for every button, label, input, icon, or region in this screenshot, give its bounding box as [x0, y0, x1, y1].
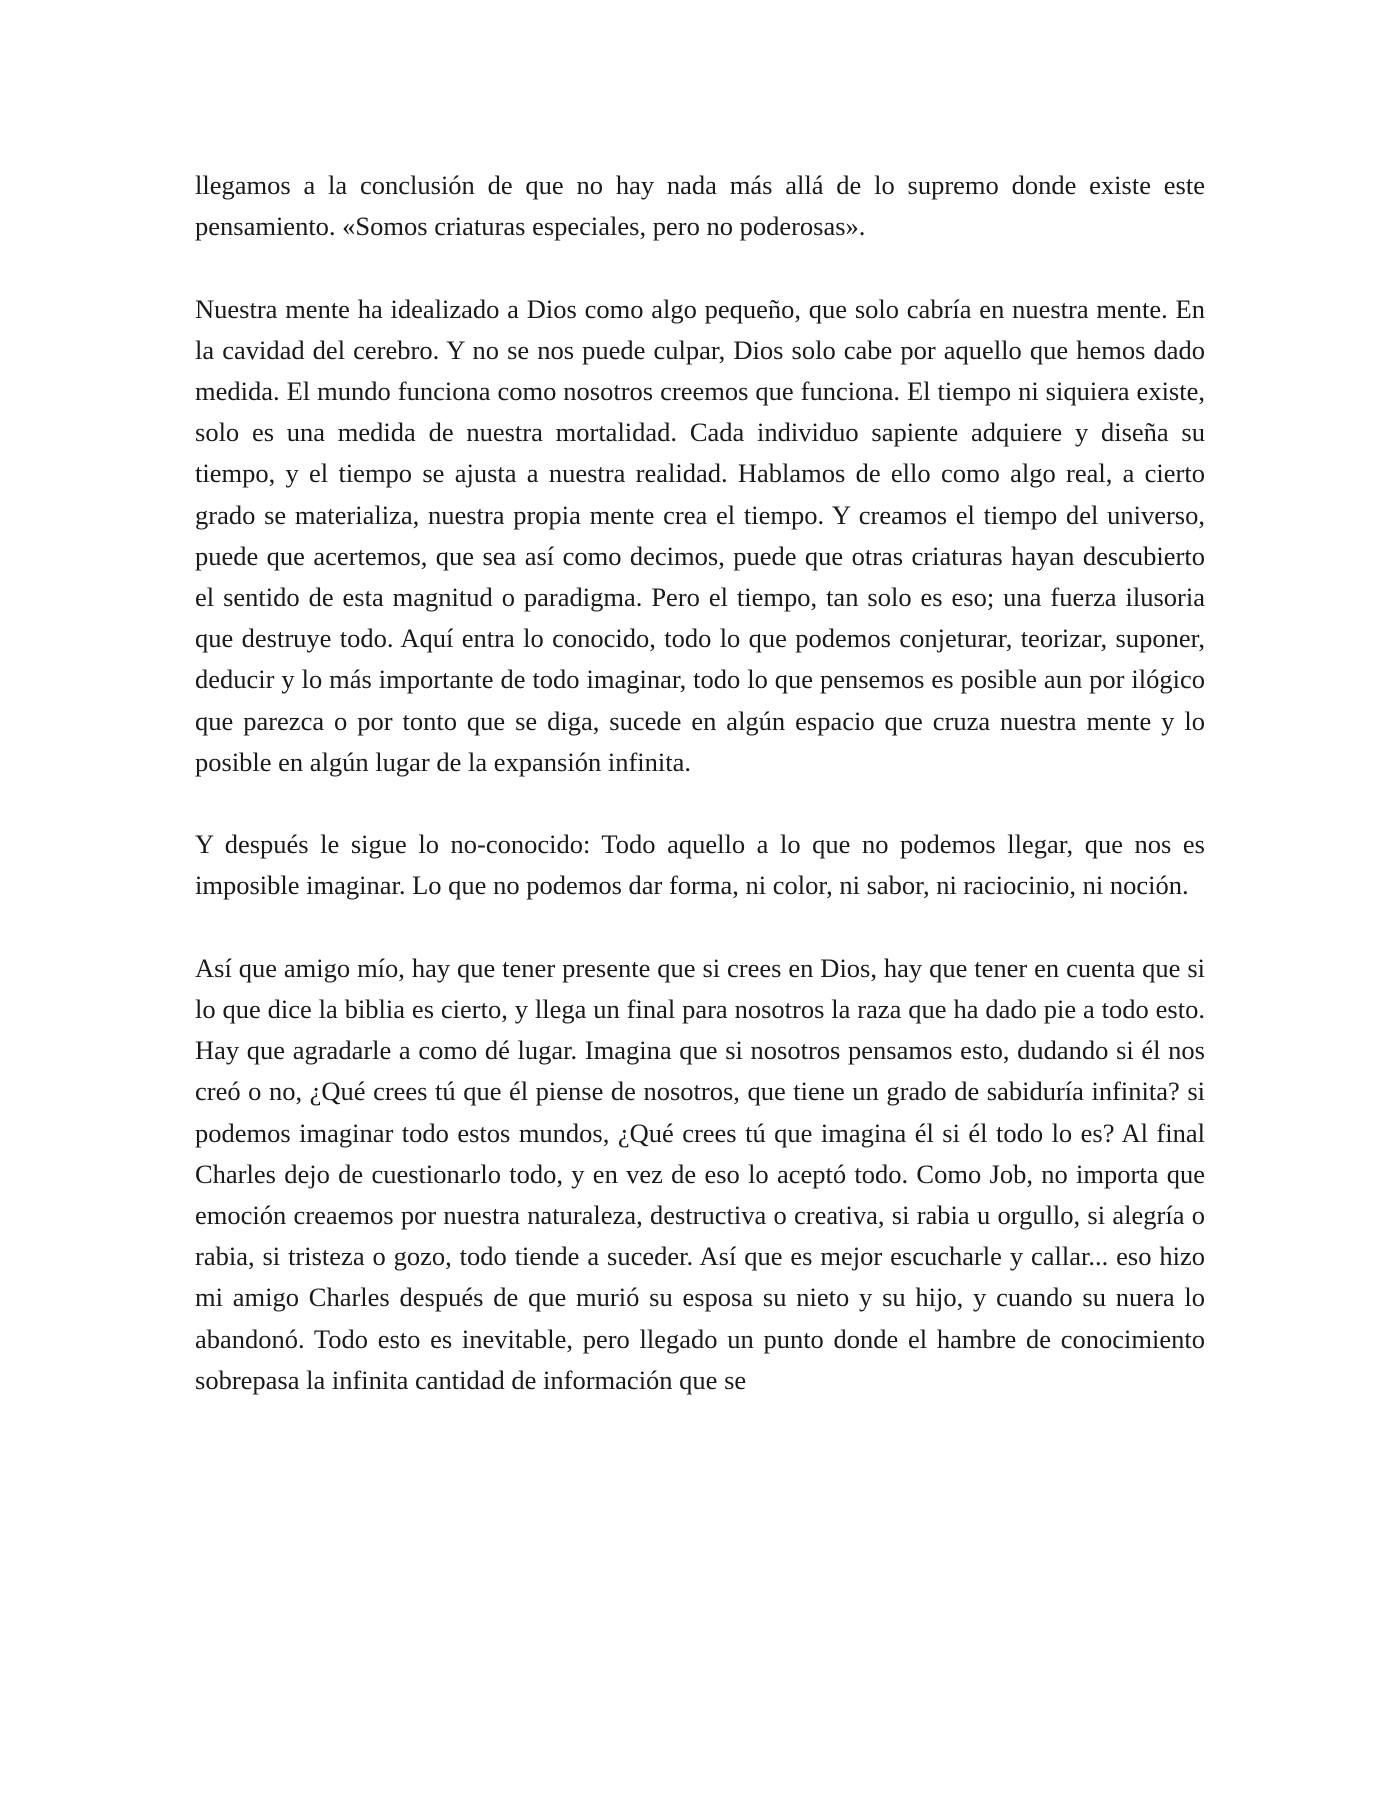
document-page	[195, 165, 1205, 1401]
paragraph-3: Y después le sigue lo no-conocido: Todo aquello a lo que no podemos llegar, que nos es imposible imaginar. Lo que no podemos dar forma, ni color, ni sabor, ni raciocinio, ni noción.	[195, 829, 1205, 901]
paragraph-4: Así que amigo mío, hay que tener presente que si crees en Dios, hay que tener en cuenta que si lo que dice la biblia es cierto, y llega un final para nosotros la raza que ha dado pie a todo esto. Hay que agradarle a como dé lugar. Imagina que si nosotros pensamos esto, dudando si él nos creó o no, ¿Qué crees tú que él piense de nosotros, que tiene un grado de sabiduría infinita? si podemos imaginar todo estos mundos, ¿Qué crees tú que imagina él si él todo lo es? Al final Charles dejo de cuestionarlo todo, y en vez de eso lo aceptó todo. Como Job, no importa que emoción creaemos por nuestra naturaleza, destructiva o creativa, si rabia u orgullo, si alegría o rabia, si tristeza o gozo, todo tiende a suceder. Así que es mejor escucharle y callar... eso hizo mi amigo Charles después de que murió su esposa su nieto y su hijo, y cuando su nuera lo abandonó. Todo esto es inevitable, pero llegado un punto donde el hambre de conocimiento sobrepasa la infinita cantidad de información que se	[195, 952, 1205, 1395]
paragraph-1: llegamos a la conclusión de que no hay nada más allá de lo supremo donde existe este pensamiento. «Somos criaturas especiales, pero no poderosas».	[195, 170, 1205, 242]
paragraph-2: Nuestra mente ha idealizado a Dios como algo pequeño, que solo cabría en nuestra mente. En la cavidad del cerebro. Y no se nos puede culpar, Dios solo cabe por aquello que hemos dado medida. El mundo funciona como nosotros creemos que funciona. El tiempo ni siquiera existe, solo es una medida de nuestra mortalidad. Cada individuo sapiente adquiere y diseña su tiempo, y el tiempo se ajusta a nuestra realidad. Hablamos de ello como algo real, a cierto grado se materializa, nuestra propia mente crea el tiempo. Y creamos el tiempo del universo, puede que acertemos, que sea así como decimos, puede que otras criaturas hayan descubierto el sentido de esta magnitud o paradigma. Pero el tiempo, tan solo es eso; una fuerza ilusoria que destruye todo. Aquí entra lo conocido, todo lo que podemos conjeturar, teorizar, suponer, deducir y lo más importante de todo imaginar, todo lo que pensemos es posible aun por ilógico que parezca o por tonto que se diga, sucede en algún espacio que cruza nuestra mente y lo posible en algún lugar de la expansión infinita.	[195, 293, 1205, 777]
